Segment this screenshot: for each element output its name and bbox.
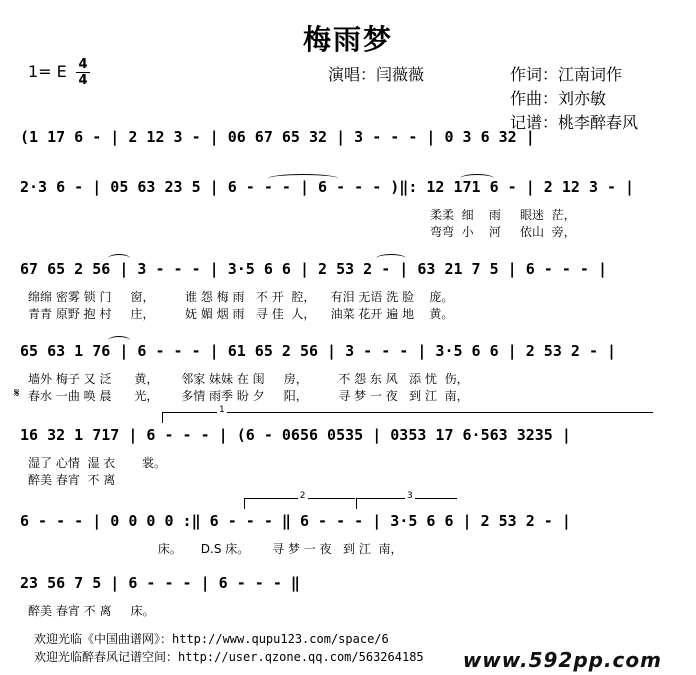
footer-link-qupu[interactable]: 欢迎光临《中国曲谱网》：http://www.qupu123.com/space/6 xyxy=(34,632,389,646)
time-signature-top: 4 xyxy=(78,57,88,72)
transcriber-credit: 记谱：桃李醉春风 xyxy=(510,113,639,132)
volta-number-1: 1 xyxy=(219,405,225,415)
lyric-verse-1: 墙外 梅子 又 泛 黄， 邻家 妹妹 在 闺 房， 不 怨 东 风 添 忧 伤， xyxy=(28,372,469,386)
volta-number-3: 3 xyxy=(407,491,413,501)
footer-link-qzone[interactable]: 欢迎光临醉春风记谱空间：http://user.qzone.qq.com/563264185 xyxy=(34,650,424,664)
lyric-verse-2: 青青 原野 抱 村 庄， 妩 媚 烟 雨 寻 佳 人， 油菜 花开 遍 地 黄。 xyxy=(28,307,454,321)
key-signature: 1= E xyxy=(28,62,67,81)
notation-line: 67 65 2 56 | 3 - - - | 3·5 6 6 | 2 53 2 - | 63 21 7 5 | 6 - - - | xyxy=(20,260,607,278)
singer-credit: 演唱：闫薇薇 xyxy=(328,65,425,84)
lyric-verse-1: 柔柔 细 雨 眼迷 茫， xyxy=(430,208,576,222)
lyric-verse-2: 春水 一曲 唤 晨 光， 多情 雨季 盼 夕 阳， 寻 梦 一 夜 到 江 南， xyxy=(28,389,469,403)
song-title: 梅雨梦 xyxy=(302,23,393,56)
lyric-verse-2: 醉美 春宵 不 离 xyxy=(28,473,116,487)
lyric-verse-2: 弯弯 小 河 依山 旁， xyxy=(430,225,576,239)
volta-bracket-2 xyxy=(244,491,355,509)
notation-line: 65 63 1 76 | 6 - - - | 61 65 2 56 | 3 - - - | 3·5 6 6 | 2 53 2 - | xyxy=(20,342,617,360)
lyric-verse-1: 床。 D.S 床。 寻 梦 一 夜 到 江 南， xyxy=(28,542,403,556)
lyric-verse-1: 湿了 心情 湿 衣 裳。 xyxy=(28,456,166,470)
notation-line: 16 32 1 717 | 6 - - - | (6 - 0656 0535 | 0353 17 6·563 3235 | xyxy=(20,426,571,444)
volta-bracket-1 xyxy=(162,405,653,423)
notation-line: 23 56 7 5 | 6 - - - | 6 - - - ‖ xyxy=(20,574,300,592)
segno-marker: 𝄋 xyxy=(14,386,20,401)
volta-number-2: 2 xyxy=(299,491,306,501)
notation-line: 6 - - - | 0 0 0 0 :‖ 6 - - - ‖ 6 - - - | 3·5 6 6 | 2 53 2 - | xyxy=(20,512,571,530)
time-signature-bottom: 4 xyxy=(78,73,88,88)
lyric-verse-1: 绵绵 密雾 锁 门 窗， 谁 怨 梅 雨 不 开 腔， 有泪 无语 洗 脸 庞。 xyxy=(28,290,454,304)
lyricist-credit: 作词：江南词作 xyxy=(510,65,623,84)
notation-line: 2·3 6 - | 05 63 23 5 | 6 - - - | 6 - - - )‖: 12 171 6 - | 2 12 3 - | xyxy=(20,178,635,196)
lyric-verse-1: 醉美 春宵 不 离 床。 xyxy=(28,604,155,618)
composer-credit: 作曲：刘亦敏 xyxy=(510,89,607,108)
notation-line: (1 17 6 - | 2 12 3 - | 06 67 65 32 | 3 - - - | 0 3 6 32 | xyxy=(20,128,535,146)
watermark: www.592pp.com xyxy=(462,648,662,672)
time-signature xyxy=(76,58,90,87)
volta-bracket-3 xyxy=(356,491,457,509)
